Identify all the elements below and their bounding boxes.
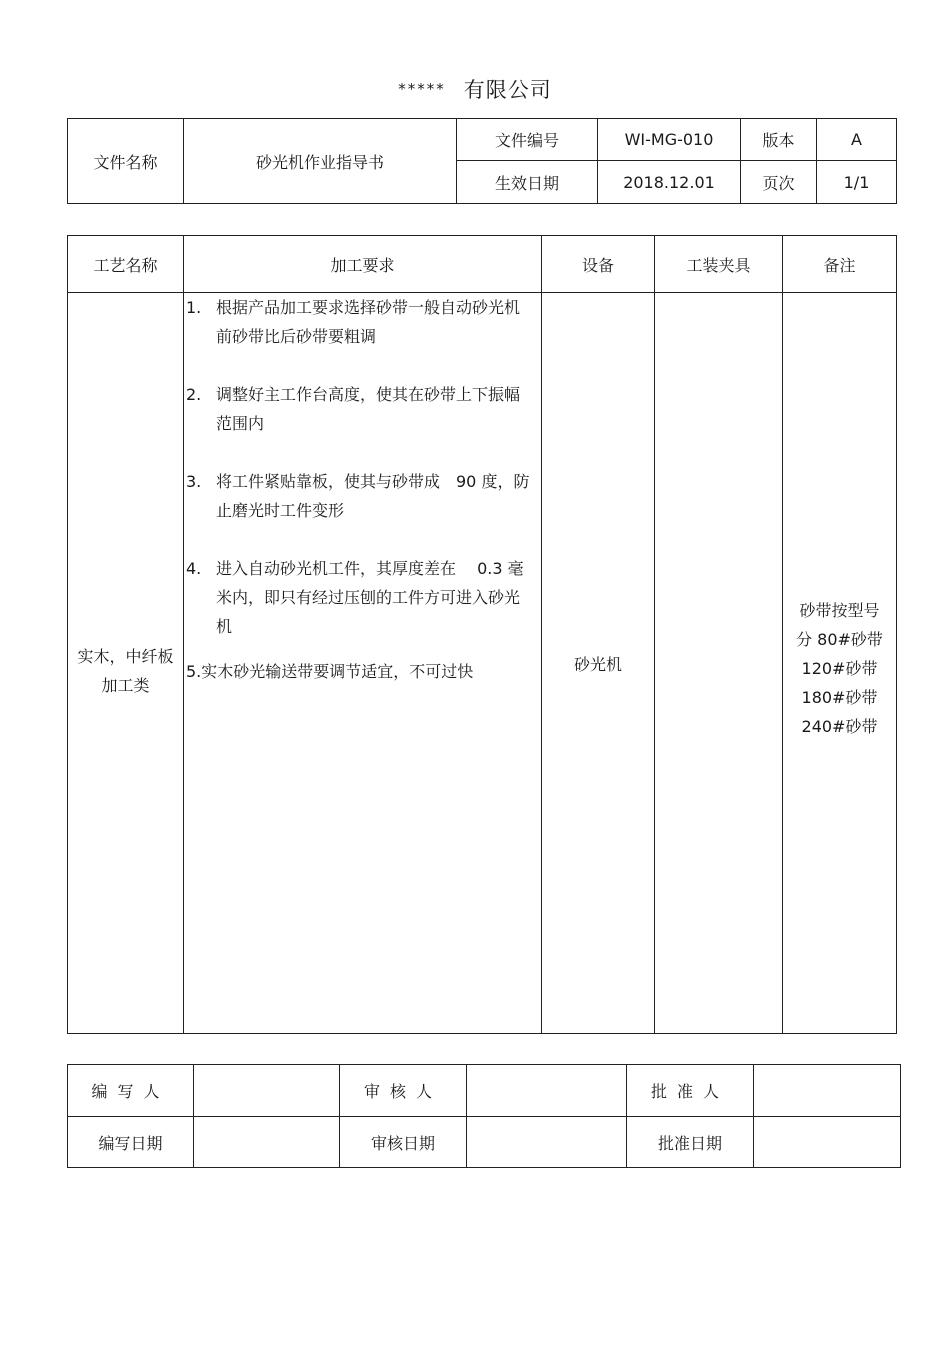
doc-no-value: WI-MG-010 [598,119,741,161]
remarks-cell [783,293,897,1034]
page-label: 页次 [741,161,817,204]
col-header-requirements: 加工要求 [184,236,542,293]
step-text: 进入自动砂光机工件，其厚度差在 0.3 毫米内，即只有经过压刨的工件方可进入砂光机 [216,559,524,636]
remark-line: 砂带按型号 [799,600,880,620]
company-name: 有限公司 [463,78,552,102]
approve-date-field[interactable] [754,1117,901,1168]
remark-line: 120#砂带 [801,658,878,678]
col-header-process-name: 工艺名称 [68,236,184,293]
step-number: 1. [186,298,202,317]
doc-name-value: 砂光机作业指导书 [184,119,457,204]
col-header-remarks: 备注 [783,236,897,293]
requirements-cell [184,293,542,1034]
step-item [184,293,541,351]
doc-no-label: 文件编号 [457,119,598,161]
reviewer-field[interactable] [467,1065,627,1117]
writer-field[interactable] [194,1065,340,1117]
step-text: 调整好主工作台高度，使其在砂带上下振幅范围内 [216,385,521,433]
effective-date-value: 2018.12.01 [598,161,741,204]
col-header-equipment: 设备 [542,236,655,293]
process-name-cell [68,293,184,1034]
fixture-cell [655,293,783,1034]
effective-date-label: 生效日期 [457,161,598,204]
process-body-row [68,293,897,1034]
step-number: 2. [186,385,202,404]
write-date-field[interactable] [194,1117,340,1168]
document-header-table [67,118,897,204]
reviewer-label: 审核人 [340,1065,467,1117]
approver-label: 批准人 [627,1065,754,1117]
step-item [184,554,541,641]
version-label: 版本 [741,119,817,161]
page-value: 1/1 [817,161,897,204]
step-text: 5.实木砂光输送带要调节适宜，不可过快 [186,662,474,681]
step-number: 3. [186,472,202,491]
process-header-row [68,236,897,293]
review-date-label: 审核日期 [340,1117,467,1168]
step-text: 将工件紧贴靠板，使其与砂带成 90 度，防止磨光时工件变形 [216,472,530,520]
remark-line: 240#砂带 [801,716,878,736]
step-number: 4. [186,559,202,578]
writer-label: 编写人 [68,1065,194,1117]
write-date-label: 编写日期 [68,1117,194,1168]
company-title [0,74,950,104]
version-value: A [817,119,897,161]
process-table [67,235,897,1034]
step-item [184,467,541,525]
approve-date-label: 批准日期 [627,1117,754,1168]
company-stars: ***** [398,80,446,98]
remark-line: 分 80#砂带 [796,629,883,649]
doc-name-label: 文件名称 [68,119,184,204]
step-item [184,657,541,686]
step-text: 根据产品加工要求选择砂带一般自动砂光机前砂带比后砂带要粗调 [216,298,521,346]
review-date-field[interactable] [467,1117,627,1168]
signoff-table [67,1064,901,1168]
equipment-cell: 砂光机 [542,293,655,1034]
remark-line: 180#砂带 [801,687,878,707]
approver-field[interactable] [754,1065,901,1117]
step-item [184,380,541,438]
col-header-fixture: 工装夹具 [655,236,783,293]
process-name: 实木，中纤板加工类 [77,647,174,695]
